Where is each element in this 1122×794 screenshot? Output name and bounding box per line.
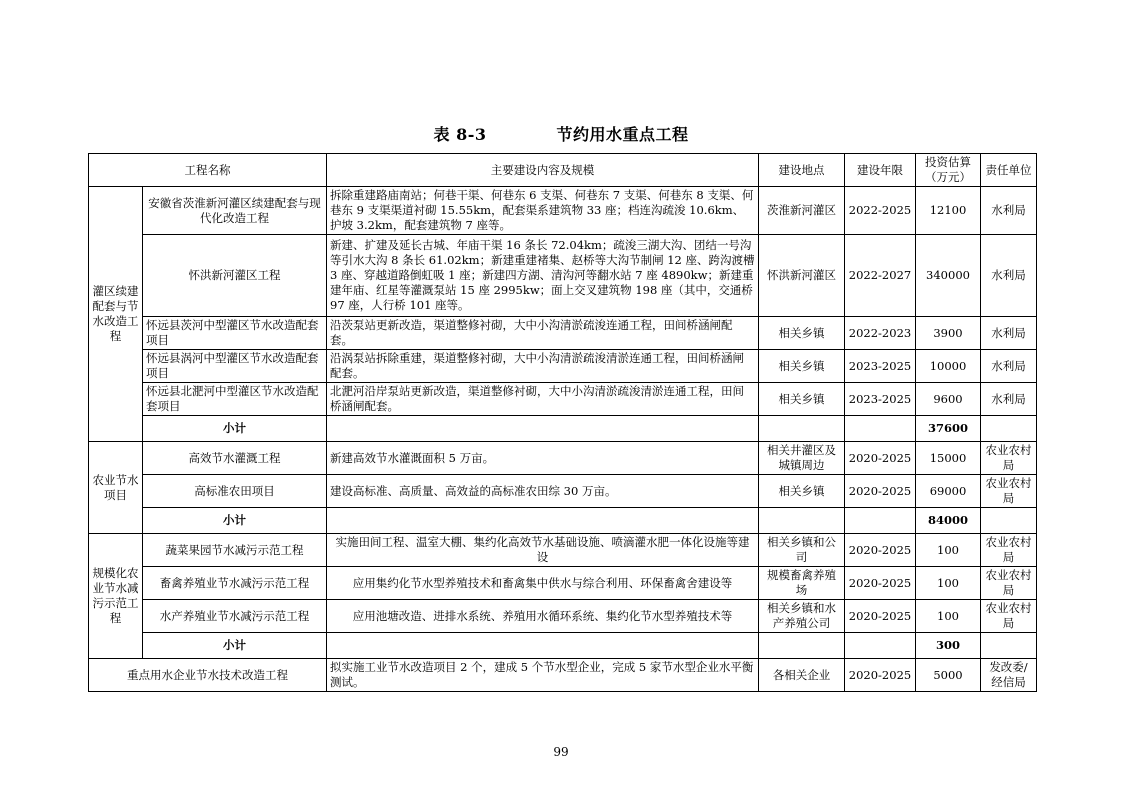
key-projects-table xyxy=(88,153,1037,692)
project-content: 实施田间工程、温室大棚、集约化高效节水基础设施、喷滴灌水肥一体化设施等建设 xyxy=(327,534,759,567)
project-investment: 15000 xyxy=(916,442,981,475)
project-investment: 9600 xyxy=(916,383,981,416)
project-name: 畜禽养殖业节水减污示范工程 xyxy=(143,567,327,600)
project-dept: 农业农村局 xyxy=(981,442,1037,475)
project-dept: 农业农村局 xyxy=(981,534,1037,567)
project-period: 2022-2025 xyxy=(845,187,916,235)
table-title xyxy=(0,122,1122,145)
project-name: 怀远县北淝河中型灌区节水改造配套项目 xyxy=(143,383,327,416)
table-row xyxy=(89,187,1037,235)
project-investment: 340000 xyxy=(916,235,981,317)
project-dept: 发改委/经信局 xyxy=(981,659,1037,692)
project-dept: 水利局 xyxy=(981,350,1037,383)
project-period: 2020-2025 xyxy=(845,600,916,633)
category-cell: 农业节水项目 xyxy=(89,442,143,534)
project-content: 北淝河沿岸泵站更新改造，渠道整修衬砌，大中小沟清淤疏浚清淤连通工程，田间桥涵闸配套。 xyxy=(327,383,759,416)
table-row xyxy=(89,235,1037,317)
header-content: 主要建设内容及规模 xyxy=(327,154,759,187)
project-location: 相关乡镇 xyxy=(759,475,845,508)
project-name: 蔬菜果园节水减污示范工程 xyxy=(143,534,327,567)
project-dept: 农业农村局 xyxy=(981,567,1037,600)
table-row xyxy=(89,317,1037,350)
project-dept: 农业农村局 xyxy=(981,600,1037,633)
project-dept: 水利局 xyxy=(981,187,1037,235)
subtotal-value: 300 xyxy=(916,633,981,659)
project-name: 怀远县涡河中型灌区节水改造配套项目 xyxy=(143,350,327,383)
project-dept: 水利局 xyxy=(981,317,1037,350)
table-number: 表 8-3 xyxy=(433,125,487,144)
header-investment: 投资估算（万元） xyxy=(916,154,981,187)
table-name: 节约用水重点工程 xyxy=(556,125,689,144)
project-investment: 12100 xyxy=(916,187,981,235)
project-period: 2020-2025 xyxy=(845,567,916,600)
project-location: 相关井灌区及城镇周边 xyxy=(759,442,845,475)
project-name: 高标准农田项目 xyxy=(143,475,327,508)
project-location: 规模畜禽养殖场 xyxy=(759,567,845,600)
project-content: 新建高效节水灌溉面积 5 万亩。 xyxy=(327,442,759,475)
subtotal-value: 84000 xyxy=(916,508,981,534)
table-row xyxy=(89,383,1037,416)
subtotal-row xyxy=(89,633,1037,659)
project-period: 2020-2025 xyxy=(845,442,916,475)
table-row xyxy=(89,442,1037,475)
table-row xyxy=(89,534,1037,567)
project-location: 茨淮新河灌区 xyxy=(759,187,845,235)
project-name: 怀洪新河灌区工程 xyxy=(143,235,327,317)
project-content: 沿涡泵站拆除重建，渠道整修衬砌，大中小沟清淤疏浚清淤连通工程，田间桥涵闸配套。 xyxy=(327,350,759,383)
project-content: 新建、扩建及延长古城、年庙干渠 16 条长 72.04km；疏浚三湖大沟、团结一号沟等引水大沟 8 条长 61.02km；新建重建褚集、赵桥等大沟节制闸 12 座、跨沟渡槽 3 座、穿越道路倒虹吸 1 座；新建四方湖、清沟河等翻水站 7 座 4890kw；新建重建年庙、红星等灌溉泵站 15 座 2995kw；面上交叉建筑物 198 座（其中，交通桥 97 座，人行桥 101 座等。 xyxy=(327,235,759,317)
project-period: 2022-2023 xyxy=(845,317,916,350)
project-investment: 3900 xyxy=(916,317,981,350)
header-row xyxy=(89,154,1037,187)
subtotal-label: 小计 xyxy=(143,633,327,659)
category-cell: 规模化农业节水减污示范工程 xyxy=(89,534,143,659)
subtotal-row xyxy=(89,416,1037,442)
page-number: 99 xyxy=(553,745,569,759)
table-row xyxy=(89,659,1037,692)
table-row xyxy=(89,600,1037,633)
project-location: 相关乡镇 xyxy=(759,317,845,350)
project-period: 2023-2025 xyxy=(845,350,916,383)
subtotal-row xyxy=(89,508,1037,534)
subtotal-label: 小计 xyxy=(143,508,327,534)
project-name: 怀远县茨河中型灌区节水改造配套项目 xyxy=(143,317,327,350)
table-row xyxy=(89,475,1037,508)
project-investment: 100 xyxy=(916,534,981,567)
project-content: 建设高标准、高质量、高效益的高标准农田综 30 万亩。 xyxy=(327,475,759,508)
project-dept: 水利局 xyxy=(981,235,1037,317)
project-investment: 10000 xyxy=(916,350,981,383)
subtotal-value: 37600 xyxy=(916,416,981,442)
project-dept: 农业农村局 xyxy=(981,475,1037,508)
header-dept: 责任单位 xyxy=(981,154,1037,187)
project-location: 相关乡镇和公司 xyxy=(759,534,845,567)
project-period: 2023-2025 xyxy=(845,383,916,416)
project-location: 相关乡镇 xyxy=(759,350,845,383)
project-content: 拟实施工业节水改造项目 2 个，建成 5 个节水型企业，完成 5 家节水型企业水平衡测试。 xyxy=(327,659,759,692)
table-row xyxy=(89,567,1037,600)
table-row xyxy=(89,350,1037,383)
project-location: 相关乡镇 xyxy=(759,383,845,416)
project-name: 高效节水灌溉工程 xyxy=(143,442,327,475)
header-location: 建设地点 xyxy=(759,154,845,187)
project-dept: 水利局 xyxy=(981,383,1037,416)
project-name: 安徽省茨淮新河灌区续建配套与现代化改造工程 xyxy=(143,187,327,235)
project-content: 沿茨泵站更新改造，渠道整修衬砌，大中小沟清淤疏浚连通工程，田间桥涵闸配套。 xyxy=(327,317,759,350)
subtotal-label: 小计 xyxy=(143,416,327,442)
category-cell: 灌区续建配套与节水改造工程 xyxy=(89,187,143,442)
project-name: 水产养殖业节水减污示范工程 xyxy=(143,600,327,633)
project-investment: 100 xyxy=(916,567,981,600)
project-period: 2022-2027 xyxy=(845,235,916,317)
project-content: 应用集约化节水型养殖技术和畜禽集中供水与综合利用、环保畜禽舍建设等 xyxy=(327,567,759,600)
project-location: 各相关企业 xyxy=(759,659,845,692)
project-content: 应用池塘改造、进排水系统、养殖用水循环系统、集约化节水型养殖技术等 xyxy=(327,600,759,633)
project-location: 怀洪新河灌区 xyxy=(759,235,845,317)
project-investment: 69000 xyxy=(916,475,981,508)
project-investment: 100 xyxy=(916,600,981,633)
project-period: 2020-2025 xyxy=(845,534,916,567)
project-period: 2020-2025 xyxy=(845,475,916,508)
project-content: 拆除重建路庙南站；何巷干渠、何巷东 6 支渠、何巷东 7 支渠、何巷东 8 支渠、何巷东 9 支渠渠道衬砌 15.55km，配套渠系建筑物 33 座；档连沟疏浚 10.6km、护坡 3.2km，配套建筑物 7 座等。 xyxy=(327,187,759,235)
project-location: 相关乡镇和水产养殖公司 xyxy=(759,600,845,633)
project-investment: 5000 xyxy=(916,659,981,692)
project-period: 2020-2025 xyxy=(845,659,916,692)
header-name: 工程名称 xyxy=(89,154,327,187)
project-name: 重点用水企业节水技术改造工程 xyxy=(89,659,327,692)
header-period: 建设年限 xyxy=(845,154,916,187)
